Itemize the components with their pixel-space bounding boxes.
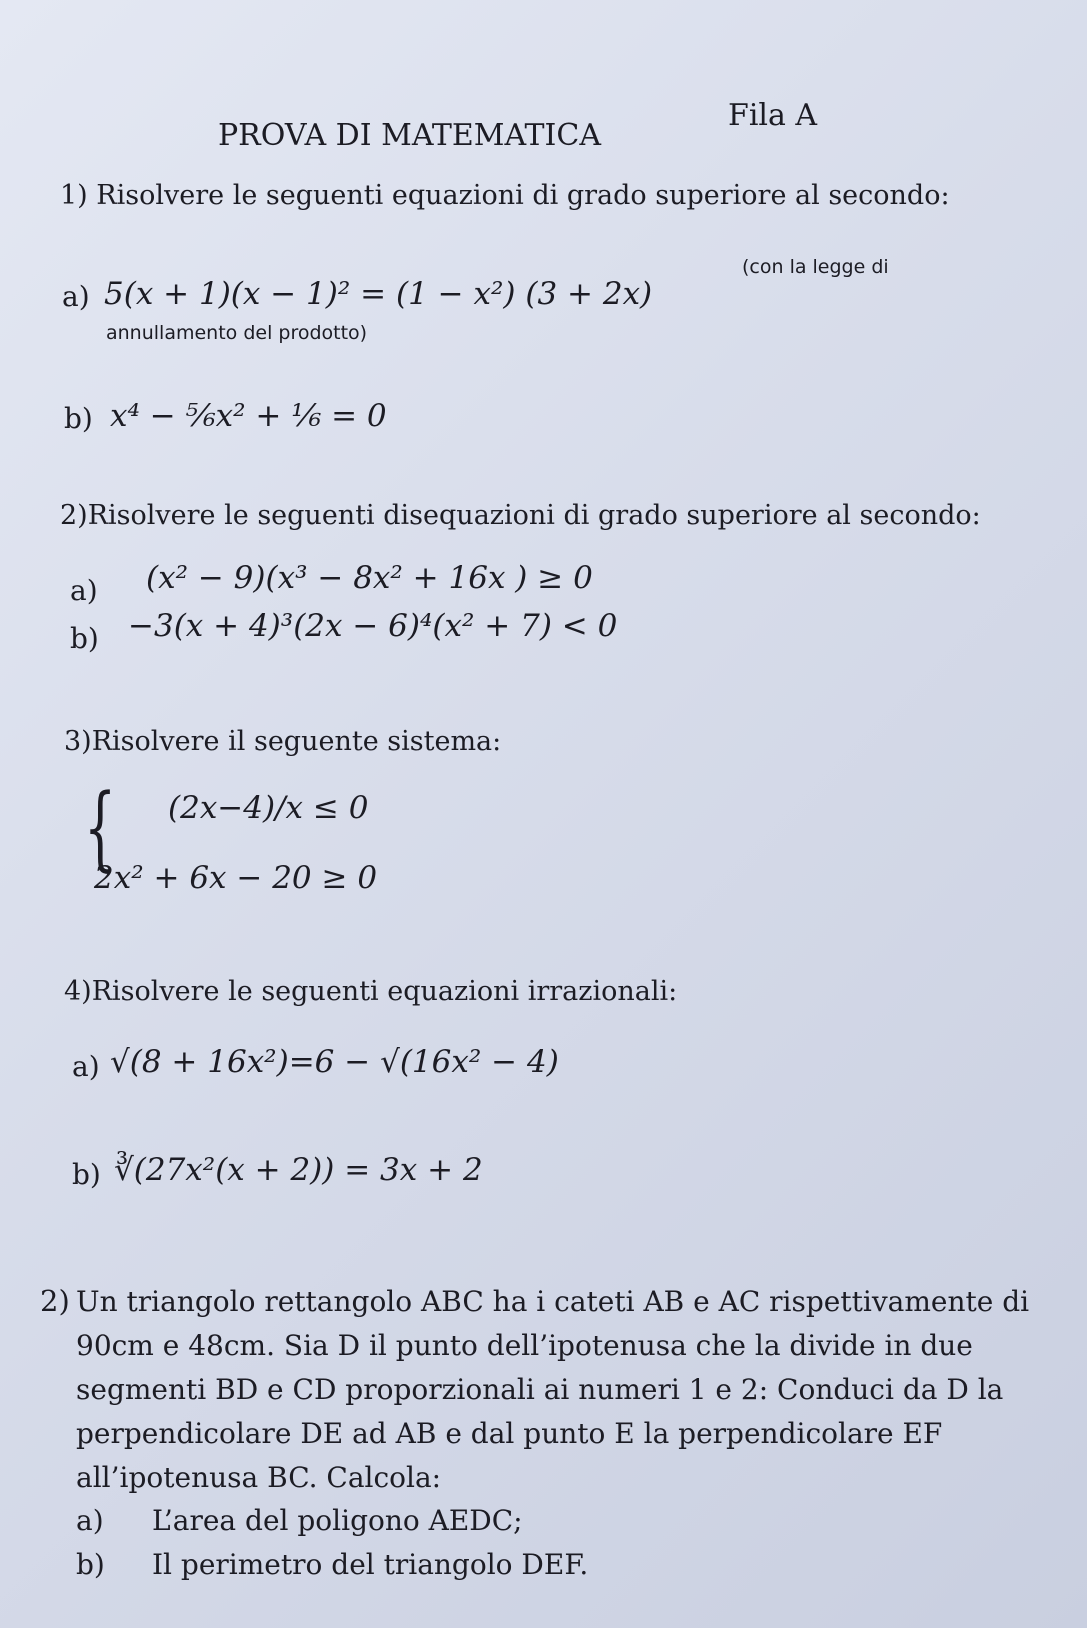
ex4-b-label: b) bbox=[72, 1158, 101, 1191]
system-line-1: (2x−4)/x ≤ 0 bbox=[168, 790, 369, 826]
ex2-heading: 2)Risolvere le seguenti disequazioni di grado superiore al secondo: bbox=[60, 500, 981, 531]
system-line-2: 2x² + 6x − 20 ≥ 0 bbox=[94, 860, 378, 896]
ex4-a-equation: √(8 + 16x²)=6 − √(16x² − 4) bbox=[110, 1044, 559, 1080]
problem-number: 2) bbox=[40, 1284, 70, 1318]
page-title: PROVA DI MATEMATICA bbox=[218, 118, 601, 153]
ex4-a-label: a) bbox=[72, 1050, 100, 1083]
ex2-a-label: a) bbox=[70, 574, 98, 607]
problem-text: Un triangolo rettangolo ABC ha i cateti AB e AC rispettivamente di 90cm e 48cm. Sia D il punto dell’ipotenusa che la divide in due segmenti BD e CD proporzionali ai numeri 1 e 2: Conduci da D la perpendicolare DE ad AB e dal punto E la perpendicolare EF all’ipotenusa BC. Calcola: bbox=[76, 1285, 1030, 1494]
fila-label: Fila A bbox=[728, 98, 818, 133]
ex2-b-label: b) bbox=[70, 622, 99, 655]
ex1-b-equation: x⁴ − ⁵⁄₆x² + ¹⁄₆ = 0 bbox=[110, 398, 387, 434]
ex2-a-inequality: (x² − 9)(x³ − 8x² + 16x ) ≥ 0 bbox=[146, 560, 593, 596]
ex1-heading: 1) Risolvere le seguenti equazioni di grado superiore al secondo: bbox=[60, 180, 950, 211]
ex1-a-label: a) bbox=[62, 280, 90, 313]
problem-a-label: a) bbox=[76, 1504, 104, 1537]
ex4-b-equation: ∛(27x²(x + 2)) = 3x + 2 bbox=[114, 1152, 483, 1188]
system-brace: { bbox=[84, 774, 117, 881]
ex1-a-note-2: annullamento del prodotto) bbox=[106, 322, 368, 344]
ex1-a-equation: 5(x + 1)(x − 1)² = (1 − x²) (3 + 2x) bbox=[104, 276, 653, 312]
problem-a-text: L’area del poligono AEDC; bbox=[152, 1504, 523, 1537]
problem-b-text: Il perimetro del triangolo DEF. bbox=[152, 1548, 589, 1581]
problem-b-label: b) bbox=[76, 1548, 105, 1581]
ex1-b-label: b) bbox=[64, 402, 93, 435]
ex4-heading: 4)Risolvere le seguenti equazioni irrazionali: bbox=[64, 976, 678, 1007]
ex3-heading: 3)Risolvere il seguente sistema: bbox=[64, 726, 502, 757]
ex1-a-note-1: (con la legge di bbox=[742, 256, 889, 278]
ex2-b-inequality: −3(x + 4)³(2x − 6)⁴(x² + 7) < 0 bbox=[128, 608, 618, 644]
